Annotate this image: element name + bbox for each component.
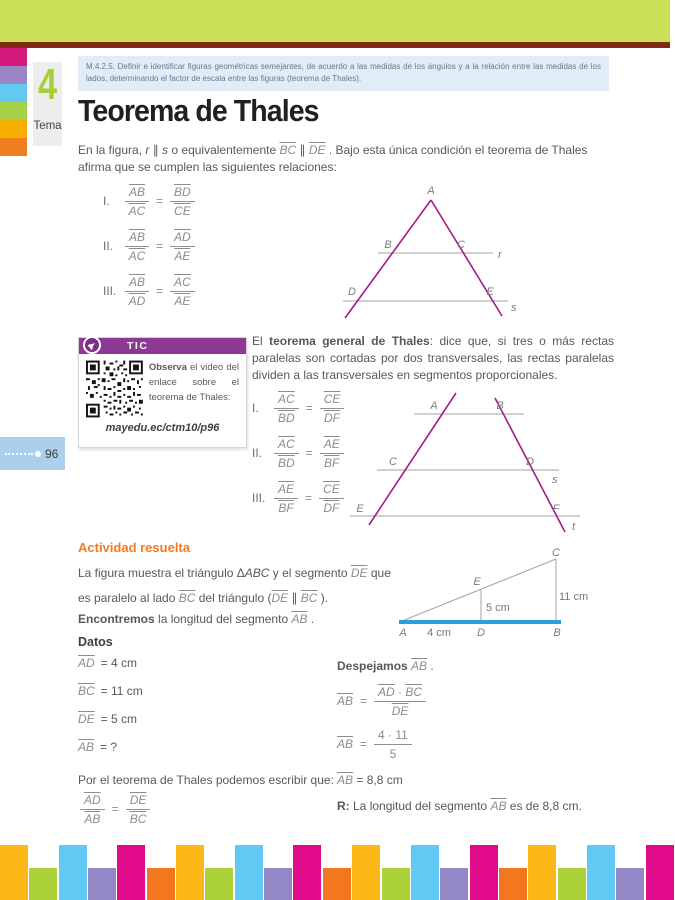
dato-row xyxy=(78,656,143,684)
segment-label: $\overline{AB}$ xyxy=(337,737,354,751)
tic-text: Observa el video del enlace sobre el teorema de Thales: xyxy=(148,362,239,404)
tab-square-orange xyxy=(0,138,27,156)
tic-body xyxy=(79,354,246,420)
footer-bar xyxy=(29,868,57,900)
point-label-b: B xyxy=(384,239,392,251)
point-label-e: E xyxy=(486,286,494,298)
fraction xyxy=(125,184,149,218)
relation-row xyxy=(252,391,344,425)
segment-label: $\overline{AC}$ xyxy=(278,392,295,406)
segment-label: $\overline{AB}$ xyxy=(129,230,146,244)
measure-ad: 4 cm xyxy=(427,627,451,639)
measure-bc: 11 cm xyxy=(559,591,589,603)
intro-paragraph: En la figura, r ∥ s o equivalentemente $\overline{BC}$ ∥ $\overline{DE}$ . Bajo esta única condición el teorema de Thales afirma que se cumplen las siguientes relaciones: xyxy=(78,143,588,175)
tic-header xyxy=(79,338,246,354)
segment-label: AC xyxy=(128,249,146,263)
page-title: Teorema de Thales xyxy=(78,93,319,128)
dato-row xyxy=(78,712,143,740)
segment-label: BD xyxy=(278,411,295,425)
footer-bar xyxy=(352,845,380,900)
roman-numeral: II. xyxy=(252,446,263,460)
footer-bar xyxy=(264,868,292,900)
fraction xyxy=(274,436,299,470)
fraction xyxy=(126,792,151,826)
line-label-s: s xyxy=(511,302,517,314)
segment-label: AE xyxy=(174,294,191,308)
dato-value: = 4 cm xyxy=(100,656,138,670)
point-label-d: D xyxy=(348,286,356,298)
footer-bar xyxy=(147,868,175,900)
segment-label: $\overline{DE}$ xyxy=(78,712,95,726)
point-label-d: D xyxy=(477,627,485,639)
measure-de: 5 cm xyxy=(486,602,510,614)
tab-square-yellow xyxy=(0,120,27,138)
dato-row xyxy=(78,740,143,768)
tab-square-blue xyxy=(0,84,27,102)
point-label-a: A xyxy=(427,185,435,197)
footer-bar xyxy=(59,845,87,900)
footer-bar xyxy=(205,868,233,900)
solution-step-3: $\overline{AB} = 8,8$ cm xyxy=(337,773,403,787)
activity-goal: Encontremos la longitud del segmento $\overline{AB}$ . xyxy=(78,612,315,626)
leader-dot xyxy=(35,451,41,457)
tic-title: TIC xyxy=(127,340,149,352)
equals-sign: = xyxy=(111,802,119,816)
point-label-f: F xyxy=(552,503,560,515)
equals-sign: = xyxy=(305,401,313,415)
fraction-numerator: $\overline{AD} \cdot \overline{BC}$ xyxy=(374,684,426,702)
equals-sign: = xyxy=(360,694,368,708)
fraction xyxy=(274,391,299,425)
roman-numeral: II. xyxy=(103,239,114,253)
page-number: 96 xyxy=(45,446,59,461)
footer-bar xyxy=(117,845,145,900)
parallel-lines-diagram xyxy=(340,385,590,535)
fraction-numerator: 4 · 11 xyxy=(374,727,412,745)
segment-label: DF xyxy=(324,411,341,425)
footer-bar xyxy=(323,868,351,900)
segment-label: AE xyxy=(174,249,191,263)
curriculum-standard: M.4.2.5. Definir e identificar figuras geométricas semejantes, de acuerdo a las medidas de los ángulos y a la relación entre las medidas de los lados, determinando el factor de escala entre las figuras (teorema de Thales). xyxy=(78,56,609,91)
footer-bar xyxy=(382,868,410,900)
segment-label: $\overline{AD}$ xyxy=(174,230,191,244)
fraction xyxy=(274,481,298,515)
point-label-e: E xyxy=(356,503,364,515)
equals-sign: = xyxy=(305,491,313,505)
footer-bar xyxy=(440,868,468,900)
header-green-band xyxy=(0,0,670,42)
relation-row xyxy=(103,184,195,218)
segment-label: $\overline{AD}$ xyxy=(84,793,101,807)
datos-heading: Datos xyxy=(78,635,113,649)
fraction xyxy=(125,274,149,308)
activity-paragraph: La figura muestra el triángulo ΔABC y el segmento $\overline{DE}$ que es paralelo al lado $\overline{BC}$ del triángulo ($\overline{DE}$ ∥ $\overline{BC}$ ). xyxy=(78,566,391,605)
segment-label: BF xyxy=(278,501,294,515)
dato-value: = 5 cm xyxy=(100,712,138,726)
segment-label: BC xyxy=(129,812,147,826)
segment-label: $\overline{AB}$ xyxy=(129,275,146,289)
line-label-s: s xyxy=(552,474,558,486)
segment-label: $\overline{AC}$ xyxy=(278,437,295,451)
dotted-leader xyxy=(5,453,33,455)
point-label-c: C xyxy=(457,239,465,251)
segment-label: BF xyxy=(324,456,340,470)
dato-row xyxy=(78,684,143,712)
point-label-a: A xyxy=(399,627,407,639)
relations-list-1 xyxy=(103,184,195,319)
point-label-a: A xyxy=(430,400,438,412)
segment-label: $\overline{AE}$ xyxy=(323,437,340,451)
thales-statement: Por el teorema de Thales podemos escribir que: xyxy=(78,773,334,787)
footer-bar xyxy=(499,868,527,900)
segment-label: BD xyxy=(278,456,295,470)
fraction xyxy=(374,684,426,718)
segment-label: $\overline{AB}$ xyxy=(129,185,146,199)
fraction xyxy=(170,229,195,263)
tab-square-green xyxy=(0,102,27,120)
arrow-cursor-icon xyxy=(83,336,101,354)
equals-sign: = xyxy=(156,194,164,208)
point-label-c: C xyxy=(389,456,397,468)
point-label-c: C xyxy=(552,548,560,559)
tic-link[interactable]: mayedu.ec/ctm10/p96 xyxy=(105,422,220,434)
footer-bar xyxy=(293,845,321,900)
segment-label: $\overline{BD}$ xyxy=(174,185,191,199)
segment-label: $\overline{BC}$ xyxy=(78,684,95,698)
footer-bar xyxy=(176,845,204,900)
footer-bar xyxy=(616,868,644,900)
footer-bar xyxy=(0,845,28,900)
fraction xyxy=(170,274,195,308)
segment-label: $\overline{CE}$ xyxy=(323,482,340,496)
segment-label: $\overline{AD}$ xyxy=(78,656,95,670)
footer-bar xyxy=(528,845,556,900)
footer-bar xyxy=(411,845,439,900)
activity-triangle-diagram xyxy=(395,548,617,643)
tic-sidebar-box xyxy=(78,337,247,448)
solution-step-2 xyxy=(337,727,412,761)
fraction-denominator: 5 xyxy=(389,747,397,761)
solution-step-1 xyxy=(337,684,426,718)
proportion-equation xyxy=(80,792,150,826)
dato-value: = 11 cm xyxy=(100,684,143,698)
segment-label: AD xyxy=(128,294,146,308)
point-label-d: D xyxy=(526,456,534,468)
fraction xyxy=(80,792,105,826)
tab-square-magenta xyxy=(0,48,27,66)
result-line: R: La longitud del segmento $\overline{AB}$ es de 8,8 cm. xyxy=(337,799,582,813)
tab-square-purple xyxy=(0,66,27,84)
segment-label: $\overline{CE}$ xyxy=(323,392,341,406)
tema-label: Tema xyxy=(33,119,62,132)
equals-sign: = xyxy=(305,446,313,460)
roman-numeral: I. xyxy=(252,401,259,415)
relations-list-2 xyxy=(252,391,344,526)
datos-list xyxy=(78,656,143,768)
tema-number: 4 xyxy=(37,60,58,109)
relation-row xyxy=(252,481,344,515)
footer-bar xyxy=(88,868,116,900)
dato-value: = ? xyxy=(100,740,118,754)
equals-sign: = xyxy=(360,737,368,751)
footer-bar xyxy=(235,845,263,900)
footer-bar xyxy=(587,845,615,900)
fraction xyxy=(374,727,412,761)
segment-label: $\overline{AC}$ xyxy=(174,275,191,289)
segment-label: $\overline{AE}$ xyxy=(278,482,295,496)
relation-row xyxy=(103,274,195,308)
segment-label: $\overline{AB}$ xyxy=(78,740,95,754)
point-label-b: B xyxy=(553,627,561,639)
point-label-b: B xyxy=(496,400,504,412)
roman-numeral: I. xyxy=(103,194,110,208)
roman-numeral: III. xyxy=(252,491,266,505)
despejamos-line: Despejamos $\overline{AB}$ . xyxy=(337,659,434,673)
segment-label: AB xyxy=(84,812,101,826)
segment-label: $\overline{AB}$ xyxy=(337,694,354,708)
roman-numeral: III. xyxy=(103,284,117,298)
segment-label: CE xyxy=(174,204,191,218)
equals-sign: = xyxy=(156,239,164,253)
activity-heading: Actividad resuelta xyxy=(78,540,190,555)
fraction xyxy=(125,229,149,263)
general-theorem-paragraph: El teorema general de Thales: dice que, si tres o más rectas paralelas son cortadas por dos transversales, las rectas paralelas dividen a las transversales en segmentos proporcionales. xyxy=(252,334,614,383)
thales-triangle-diagram xyxy=(335,180,525,325)
segment-label: $\overline{DE}$ xyxy=(129,793,147,807)
equals-sign: = xyxy=(156,284,164,298)
segment-label: DF xyxy=(323,501,340,515)
line-label-r: r xyxy=(498,249,502,261)
fraction xyxy=(170,184,195,218)
fraction-denominator: DE xyxy=(391,704,409,718)
segment-label: AC xyxy=(128,204,146,218)
footer-bar xyxy=(646,845,674,900)
header-maroon-bar xyxy=(0,42,670,48)
point-label-e: E xyxy=(473,576,481,588)
line-label-t: t xyxy=(572,521,576,533)
footer-bar xyxy=(558,868,586,900)
relation-row xyxy=(252,436,344,470)
relation-row xyxy=(103,229,195,263)
footer-bar xyxy=(470,845,498,900)
footer-color-bars xyxy=(0,845,675,900)
qr-code xyxy=(86,360,143,418)
page-number-tab xyxy=(0,437,65,470)
tema-badge xyxy=(33,62,62,146)
